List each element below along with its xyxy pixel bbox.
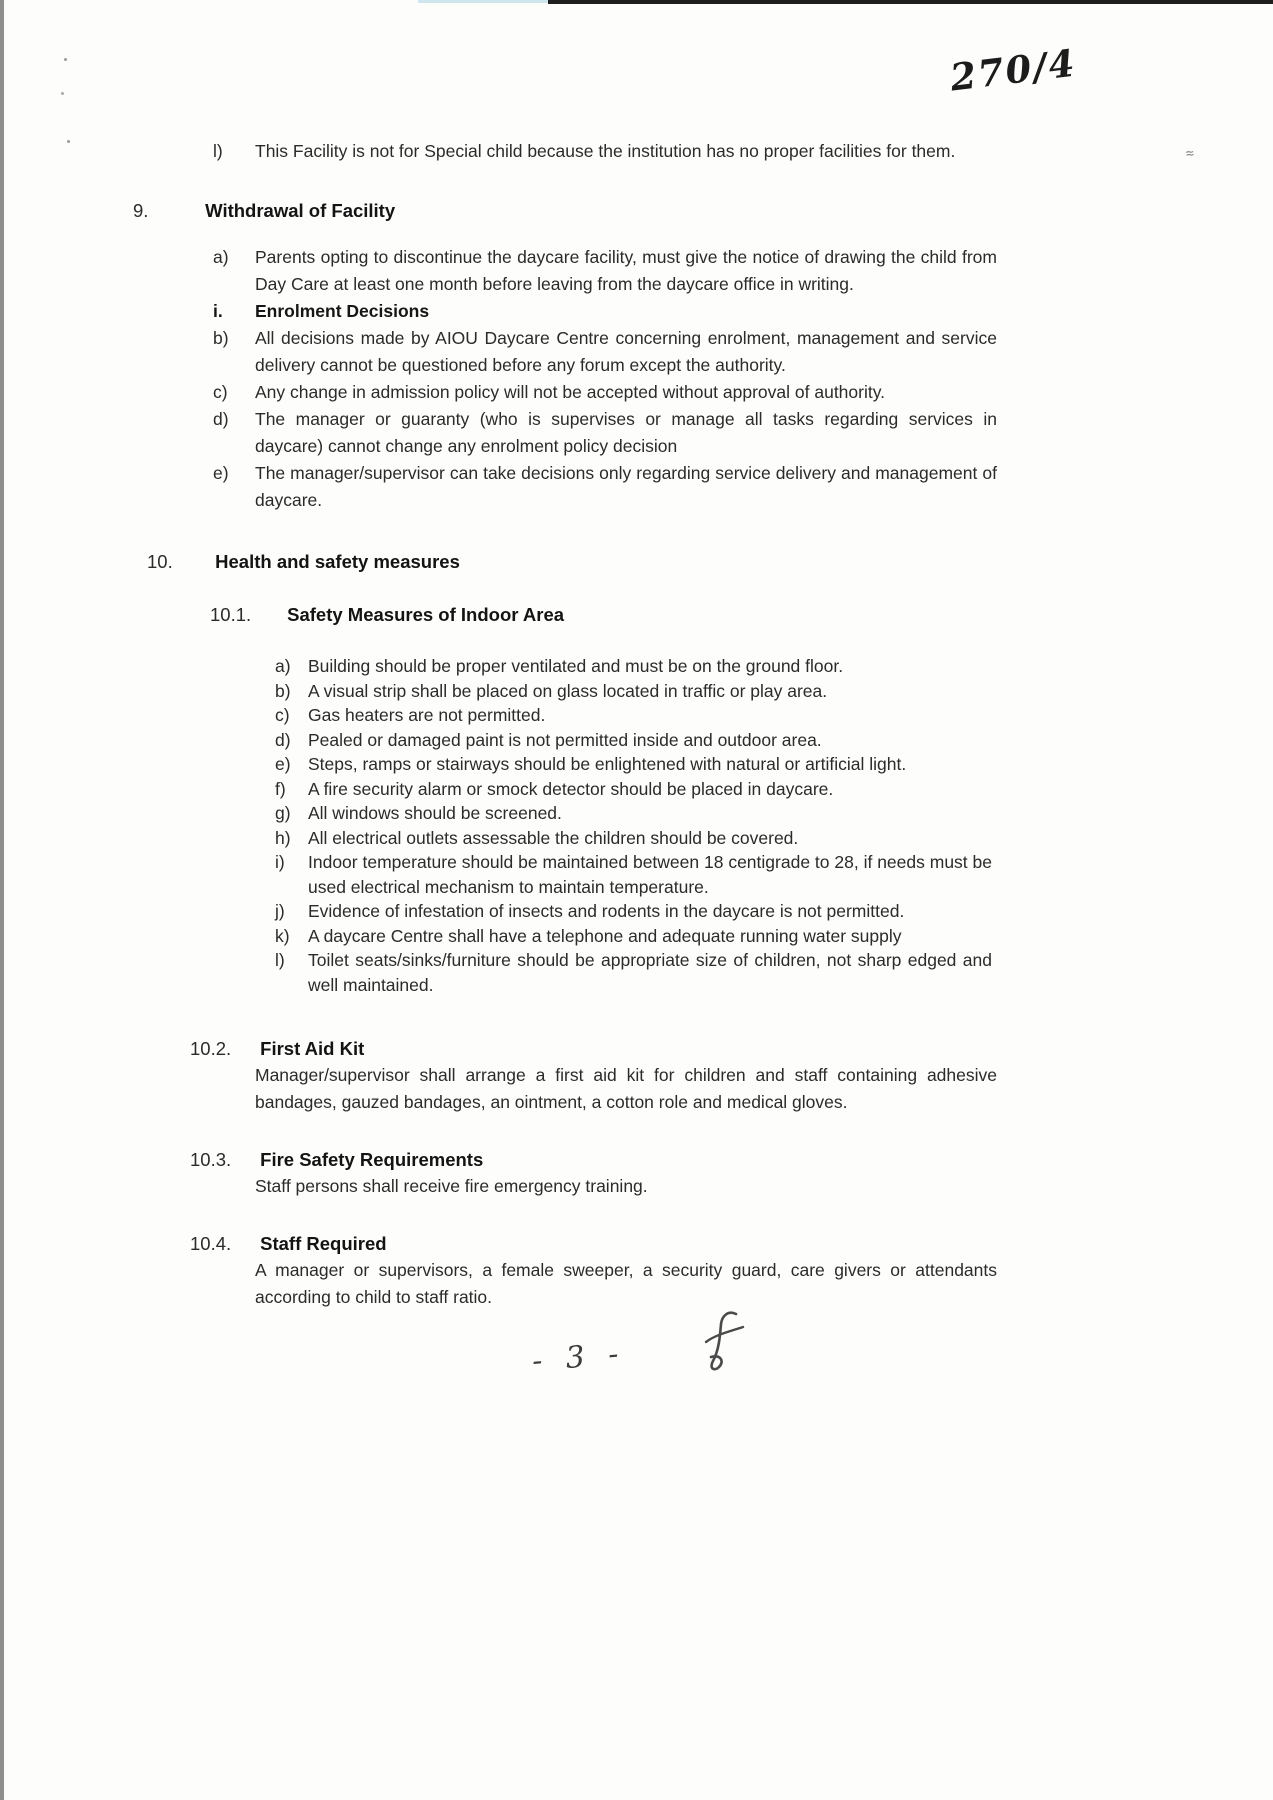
list-item-text: Evidence of infestation of insects and rodents in the daycare is not permitted.	[308, 901, 905, 921]
section-10-2-heading	[0, 1035, 1273, 1062]
list-item	[0, 777, 1273, 802]
handwritten-signature	[698, 1308, 750, 1381]
list-item	[0, 850, 1273, 899]
list-item	[0, 679, 1273, 704]
list-item-text: All decisions made by AIOU Daycare Centre concerning enrolment, management and service delivery cannot be questioned before any forum except the authority.	[255, 328, 997, 375]
section-number: 9.	[133, 200, 149, 221]
section-number: 10.4.	[190, 1233, 232, 1254]
list-item	[0, 298, 1273, 325]
section-number: 10.	[147, 551, 173, 572]
list-item-text: Enrolment Decisions	[255, 301, 430, 321]
list-item-label: d)	[213, 409, 229, 429]
section-title: First Aid Kit	[260, 1038, 365, 1059]
list-item-label: c)	[275, 705, 290, 725]
section-9-items	[0, 244, 1273, 514]
list-item-label: a)	[213, 247, 229, 267]
section-title: Staff Required	[260, 1233, 387, 1254]
list-item-label: i)	[275, 852, 285, 872]
list-item-text: Pealed or damaged paint is not permitted inside and outdoor area.	[308, 729, 822, 750]
list-item-label: f)	[275, 778, 286, 799]
list-item-text: Indoor temperature should be maintained between 18 centigrade to 28, if needs must be used electrical mechanism to maintain temperature.	[308, 852, 992, 897]
section-number: 10.2.	[190, 1038, 232, 1059]
section-body-text: Manager/supervisor shall arrange a first aid kit for children and staff containing adhesive bandages, gauzed bandages, an ointment, a cotton role and medical gloves.	[255, 1065, 997, 1112]
section-10-heading	[0, 548, 1273, 575]
list-item	[0, 379, 1273, 406]
list-item-text: Any change in admission policy will not be accepted without approval of authority.	[255, 382, 886, 402]
section-title: Safety Measures of Indoor Area	[287, 604, 565, 625]
list-item-label: l)	[213, 141, 223, 161]
section-10-4-heading	[0, 1230, 1273, 1257]
list-item-label: e)	[213, 463, 229, 483]
list-item-text: A fire security alarm or smock detector should be placed in daycare.	[308, 778, 834, 799]
list-item-label: d)	[275, 729, 291, 750]
handwritten-reference-number: 270/4	[947, 40, 1079, 100]
list-item-label: a)	[275, 656, 291, 676]
section-body-text: Staff persons shall receive fire emergency training.	[255, 1176, 648, 1196]
section-title: Health and safety measures	[215, 551, 460, 572]
list-item	[0, 460, 1273, 514]
list-item	[0, 406, 1273, 460]
section-number: 10.1.	[210, 604, 252, 625]
list-item-label: g)	[275, 803, 291, 823]
list-item-label: i.	[213, 301, 223, 321]
section-title: Fire Safety Requirements	[260, 1149, 484, 1170]
list-item	[0, 948, 1273, 997]
list-item-label: k)	[275, 925, 290, 946]
list-item-label: b)	[275, 680, 291, 701]
list-item-text: All windows should be screened.	[308, 803, 562, 823]
list-item-label: c)	[213, 382, 228, 402]
list-item	[0, 899, 1273, 924]
list-item-text: Building should be proper ventilated and must be on the ground floor.	[308, 656, 844, 676]
section-title: Withdrawal of Facility	[205, 200, 396, 221]
list-item-text: Steps, ramps or stairways should be enlightened with natural or artificial light.	[308, 754, 907, 774]
list-item	[0, 924, 1273, 949]
list-item	[0, 801, 1273, 826]
list-item-text: All electrical outlets assessable the children should be covered.	[308, 827, 799, 848]
list-item	[0, 826, 1273, 851]
list-item	[0, 244, 1273, 298]
section-body-text: A manager or supervisors, a female sweeper, a security guard, care givers or attendants according to child to staff ratio.	[255, 1260, 997, 1307]
section-10-4	[0, 1230, 1273, 1311]
section-10-1-items	[0, 654, 1273, 997]
scan-stray-mark: ≈	[1185, 144, 1195, 162]
list-item-text: Gas heaters are not permitted.	[308, 705, 546, 725]
section-10-2	[0, 1035, 1273, 1116]
handwritten-page-number: - 3 -	[530, 1335, 627, 1380]
list-item	[0, 138, 1273, 165]
list-item	[0, 703, 1273, 728]
list-item-text: A visual strip shall be placed on glass located in traffic or play area.	[308, 680, 828, 701]
list-item-label: h)	[275, 827, 291, 848]
list-item-text: The manager or guaranty (who is supervises or manage all tasks regarding services in daycare) cannot change any enrolment policy decision	[255, 409, 997, 456]
list-item	[0, 325, 1273, 379]
list-item-label: l)	[275, 950, 285, 970]
list-item-text: The manager/supervisor can take decisions only regarding service delivery and management of daycare.	[255, 463, 997, 510]
section-10-3-heading	[0, 1146, 1273, 1173]
list-item-text: Toilet seats/sinks/furniture should be appropriate size of children, not sharp edged and well maintained.	[308, 950, 992, 995]
list-item	[0, 728, 1273, 753]
list-item-label: j)	[275, 901, 285, 921]
list-item-text: A daycare Centre shall have a telephone and adequate running water supply	[308, 925, 902, 946]
list-item-text: This Facility is not for Special child because the institution has no proper facilities for them.	[255, 141, 956, 161]
list-item	[0, 654, 1273, 679]
list-item	[0, 752, 1273, 777]
list-item-label: b)	[213, 328, 229, 348]
section-10-1-heading	[0, 601, 1273, 628]
section-10-3	[0, 1146, 1273, 1200]
list-item-text: Parents opting to discontinue the daycare facility, must give the notice of drawing the child from Day Care at least one month before leaving from the daycare office in writing.	[255, 247, 997, 294]
section-9-heading	[0, 197, 1273, 224]
list-item-label: e)	[275, 754, 291, 774]
section-number: 10.3.	[190, 1149, 232, 1170]
